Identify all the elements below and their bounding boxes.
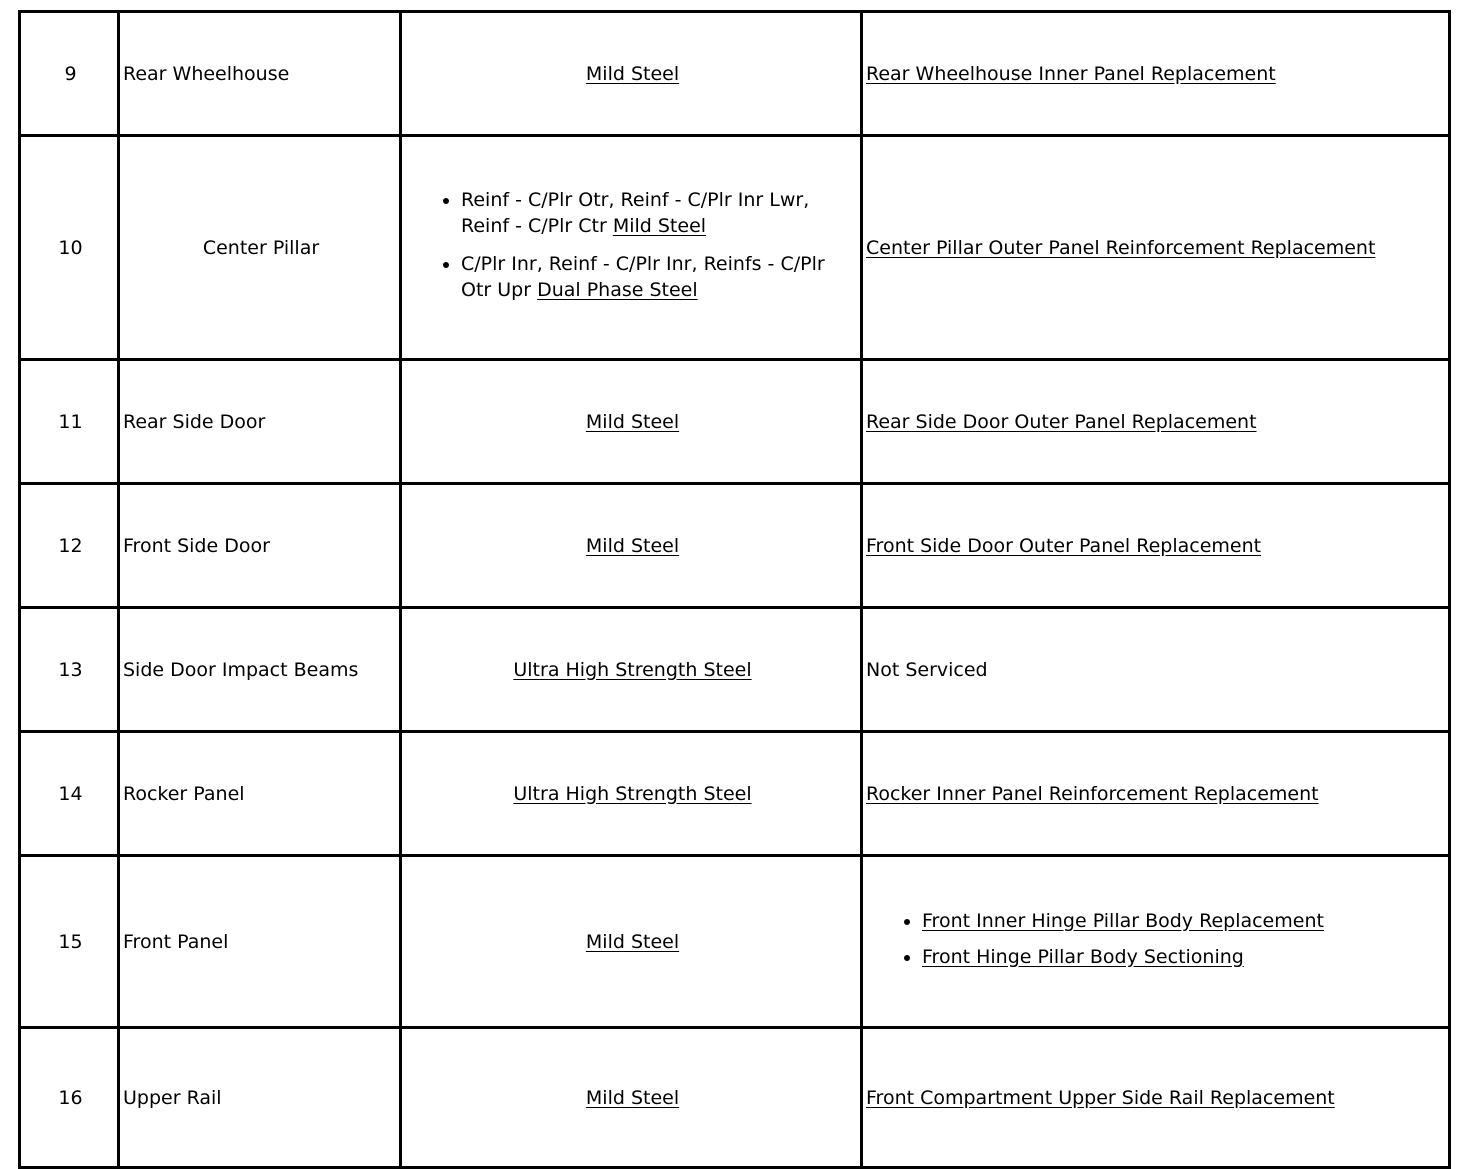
material-cell	[402, 485, 863, 609]
procedure-link[interactable]: Rear Side Door Outer Panel Replacement	[866, 410, 1257, 433]
row-number: 9	[21, 13, 120, 137]
row-number: 13	[21, 609, 120, 733]
material-link[interactable]: Ultra High Strength Steel	[513, 782, 752, 805]
material-link[interactable]: Mild Steel	[585, 62, 680, 85]
material-cell	[402, 733, 863, 857]
table-row	[21, 857, 1451, 1029]
component-name: Center Pillar	[120, 137, 402, 361]
procedure-link[interactable]: Front Inner Hinge Pillar Body Replacement	[922, 909, 1324, 932]
list-item	[461, 187, 860, 239]
procedure-cell	[863, 733, 1451, 857]
table-row	[21, 733, 1451, 857]
material-link[interactable]: Mild Steel	[585, 1086, 680, 1109]
procedure-cell	[863, 137, 1451, 361]
component-name: Side Door Impact Beams	[120, 609, 402, 733]
material-cell	[402, 361, 863, 485]
material-list	[405, 187, 860, 303]
procedure-link[interactable]: Front Hinge Pillar Body Sectioning	[922, 945, 1244, 968]
list-item	[922, 944, 1448, 970]
procedure-cell	[863, 1029, 1451, 1169]
row-number: 12	[21, 485, 120, 609]
procedure-link[interactable]: Rear Wheelhouse Inner Panel Replacement	[866, 62, 1276, 85]
row-number: 11	[21, 361, 120, 485]
table-row	[21, 609, 1451, 733]
row-number: 15	[21, 857, 120, 1029]
procedure-link[interactable]: Rocker Inner Panel Reinforcement Replacement	[866, 782, 1319, 805]
procedure-list	[866, 908, 1448, 970]
procedure-link[interactable]: Front Side Door Outer Panel Replacement	[866, 534, 1262, 557]
component-name: Rear Side Door	[120, 361, 402, 485]
procedure-link[interactable]: Front Compartment Upper Side Rail Replacement	[866, 1086, 1335, 1109]
table-row	[21, 1029, 1451, 1169]
list-item	[922, 908, 1448, 934]
component-name: Rear Wheelhouse	[120, 13, 402, 137]
procedure-cell	[863, 857, 1451, 1029]
table-row	[21, 13, 1451, 137]
material-parts-text: C/Plr Inr, Reinf - C/Plr Inr, Reinfs - C/Plr Otr Upr	[461, 252, 825, 301]
material-cell	[402, 1029, 863, 1169]
material-cell	[402, 13, 863, 137]
component-name: Rocker Panel	[120, 733, 402, 857]
material-cell	[402, 857, 863, 1029]
table-row	[21, 361, 1451, 485]
procedure-cell	[863, 485, 1451, 609]
row-number: 14	[21, 733, 120, 857]
material-link[interactable]: Mild Steel	[585, 534, 680, 557]
list-item	[461, 251, 860, 303]
component-name: Front Side Door	[120, 485, 402, 609]
material-parts-text: Reinf - C/Plr Otr, Reinf - C/Plr Inr Lwr, Reinf - C/Plr Ctr	[461, 188, 810, 237]
table-row	[21, 485, 1451, 609]
procedure-cell	[863, 13, 1451, 137]
procedure-cell	[863, 361, 1451, 485]
material-link[interactable]: Ultra High Strength Steel	[513, 658, 752, 681]
material-cell	[402, 137, 863, 361]
material-link[interactable]: Mild Steel	[585, 410, 680, 433]
material-link[interactable]: Dual Phase Steel	[537, 278, 698, 301]
body-parts-table	[18, 10, 1451, 1169]
material-link[interactable]: Mild Steel	[612, 214, 707, 237]
row-number: 10	[21, 137, 120, 361]
procedure-link[interactable]: Center Pillar Outer Panel Reinforcement Replacement	[866, 236, 1376, 259]
component-name: Front Panel	[120, 857, 402, 1029]
procedure-cell: Not Serviced	[863, 609, 1451, 733]
table-row	[21, 137, 1451, 361]
row-number: 16	[21, 1029, 120, 1169]
material-link[interactable]: Mild Steel	[585, 930, 680, 953]
component-name: Upper Rail	[120, 1029, 402, 1169]
material-cell	[402, 609, 863, 733]
